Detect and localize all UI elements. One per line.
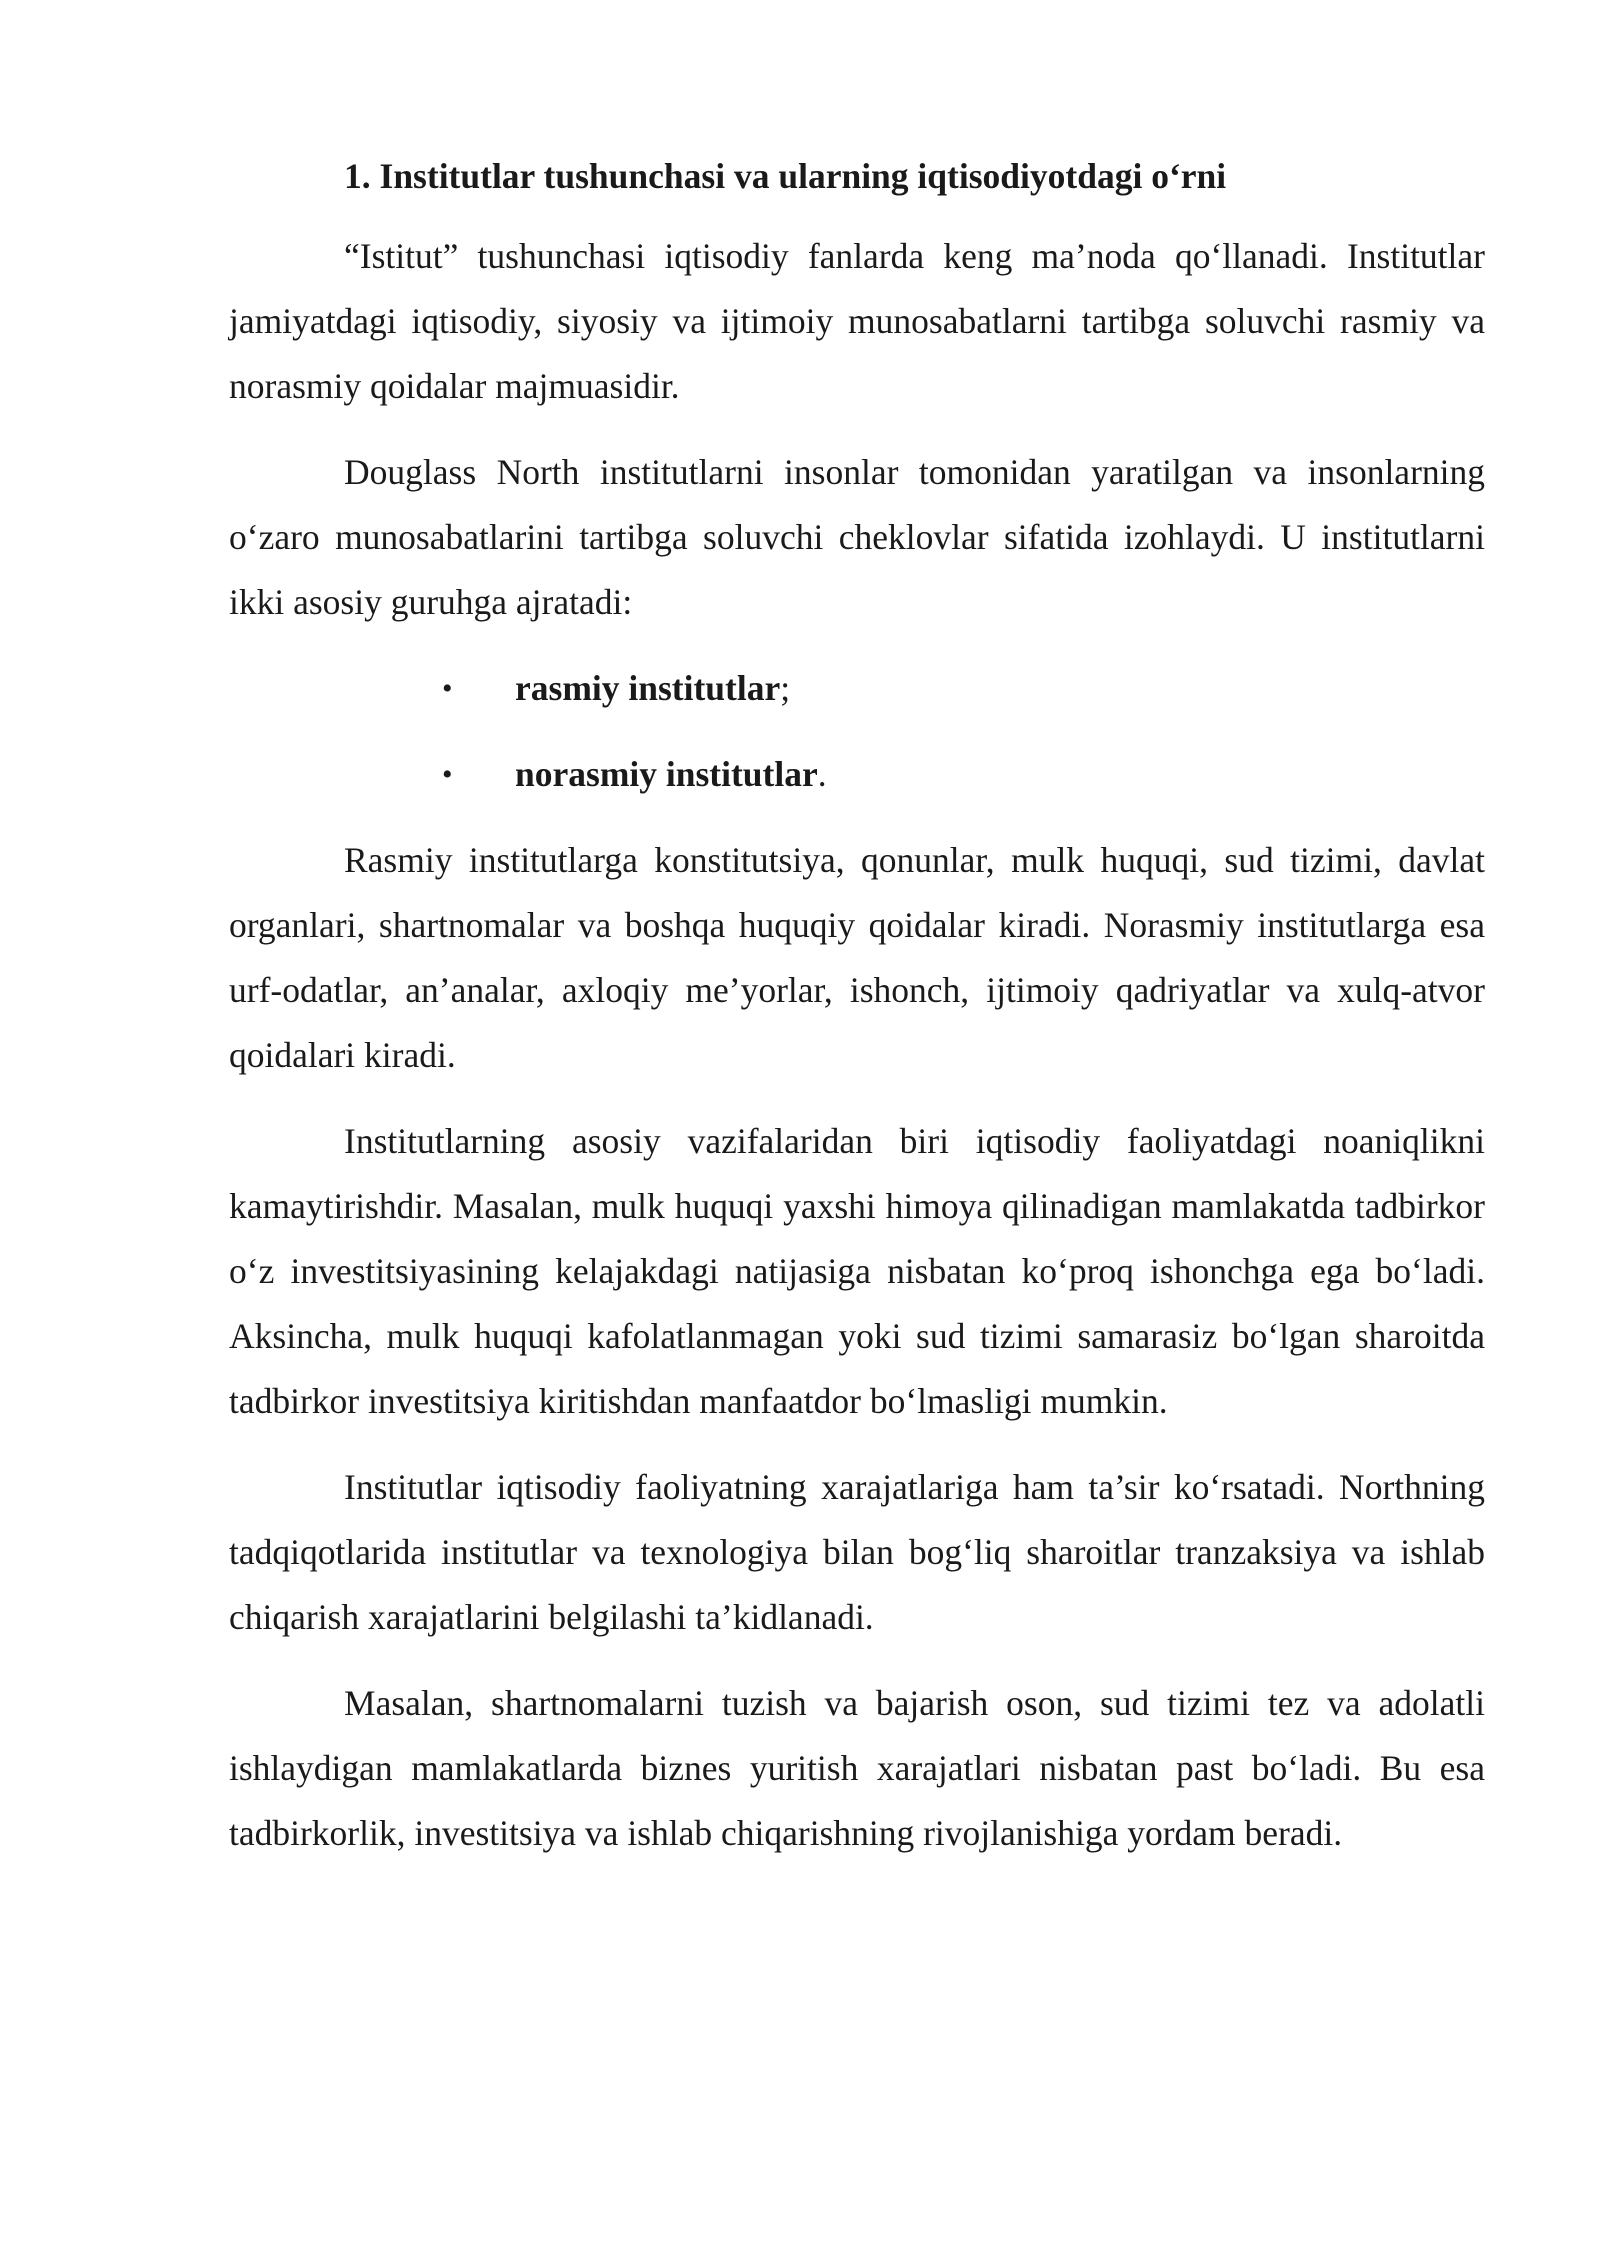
paragraph-costs: Institutlar iqtisodiy faoliyatning xarajatlariga ham ta’sir ko‘rsatadi. Northning tadqiqotlarida institutlar va texnologiya bilan bog‘liq sharoitlar tranzaksiya va ishlab chiqarish xarajatlarini belgilashi ta’kidlanadi.	[229, 1467, 1485, 1637]
list-item	[229, 656, 1485, 721]
list-item	[229, 742, 1485, 807]
paragraph-definition: “Istitut” tushunchasi iqtisodiy fanlarda keng ma’noda qo‘llanadi. Institutlar jamiyatdagi iqtisodiy, siyosiy va ijtimoiy munosabatlarni tartibga soluvchi rasmiy va norasmiy qoidalar majmuasidir.	[229, 236, 1485, 406]
list-item-term: rasmiy institutlar	[515, 668, 781, 708]
paragraph-uncertainty: Institutlarning asosiy vazifalaridan biri iqtisodiy faoliyatdagi noaniqlikni kamaytirishdir. Masalan, mulk huquqi yaxshi himoya qilinadigan mamlakatda tadbirkor o‘z investitsiyasining kelajakdagi natijasiga nisbatan ko‘proq ishonchga ega bo‘ladi. Aksincha, mulk huquqi kafolatlanmagan yoki sud tizimi samarasiz bo‘lgan sharoitda tadbirkor investitsiya kiritishdan manfaatdor bo‘lmasligi mumkin.	[229, 1121, 1485, 1421]
paragraph-north: Douglass North institutlarni insonlar tomonidan yaratilgan va insonlarning o‘zaro munosabatlarini tartibga soluvchi cheklovlar sifatida izohlaydi. U institutlarni ikki asosiy guruhga ajratadi:	[229, 452, 1485, 622]
institution-types-list	[229, 656, 1485, 807]
paragraph-formal-informal: Rasmiy institutlarga konstitutsiya, qonunlar, mulk huquqi, sud tizimi, davlat organlari, shartnomalar va boshqa huquqiy qoidalar kiradi. Norasmiy institutlarga esa urf-odatlar, an’analar, axloqiy me’yorlar, ishonch, ijtimoiy qadriyatlar va xulq-atvor qoidalari kiradi.	[229, 840, 1485, 1075]
list-item-term: norasmiy institutlar	[515, 754, 818, 794]
document-body	[229, 150, 1485, 1887]
bullet-icon: •	[442, 758, 453, 791]
list-item-punct: ;	[780, 668, 791, 708]
bullet-icon: •	[442, 672, 453, 705]
list-item-punct: .	[817, 754, 827, 794]
section-heading: 1. Institutlar tushunchasi va ularning iqtisodiyotdagi o‘rni	[344, 156, 1227, 196]
paragraph-example: Masalan, shartnomalarni tuzish va bajarish oson, sud tizimi tez va adolatli ishlaydigan mamlakatlarda biznes yuritish xarajatlari nisbatan past bo‘ladi. Bu esa tadbirkorlik, investitsiya va ishlab chiqarishning rivojlanishiga yordam beradi.	[229, 1683, 1485, 1853]
